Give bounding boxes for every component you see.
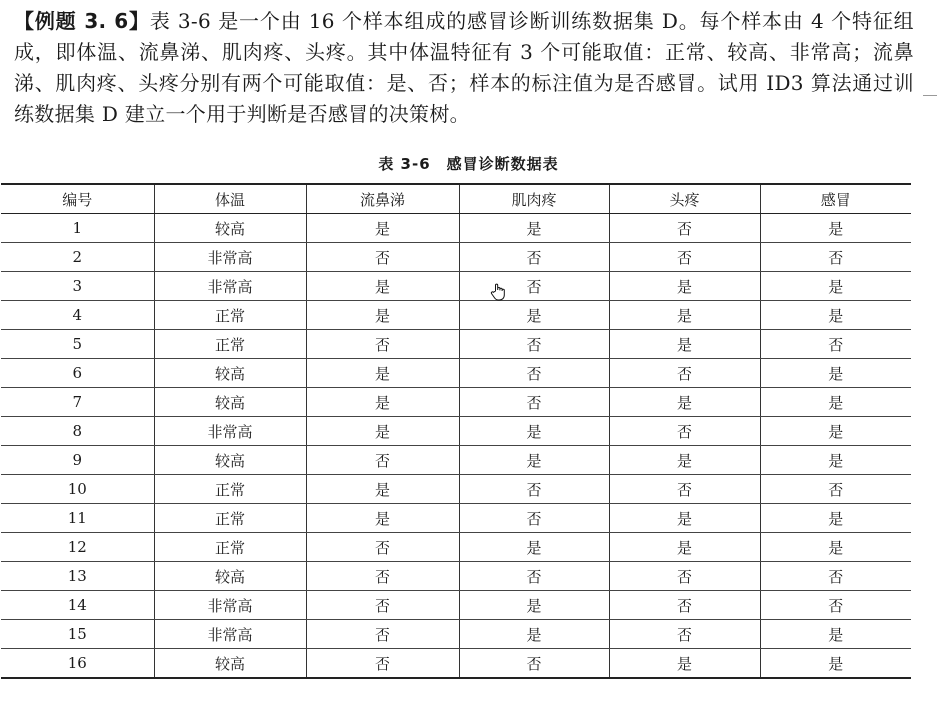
cell-temperature: 非常高: [154, 620, 306, 649]
cell-id: 8: [1, 417, 154, 446]
cell-headache: 是: [609, 330, 760, 359]
hand-pointer-icon: [490, 283, 506, 301]
cell-cold: 是: [760, 214, 911, 243]
example-label: 【例题 3. 6】: [14, 9, 150, 33]
example-paragraph: [14, 6, 914, 130]
cell-id: 2: [1, 243, 154, 272]
cell-id: 7: [1, 388, 154, 417]
table-row: [1, 243, 911, 272]
cell-cold: 是: [760, 649, 911, 679]
table-row: [1, 591, 911, 620]
cell-id: 5: [1, 330, 154, 359]
table-header-row: [1, 184, 911, 214]
cell-headache: 是: [609, 446, 760, 475]
cell-headache: 是: [609, 504, 760, 533]
page-edge-mark: [923, 95, 937, 102]
example-text: 表 3-6 是一个由 16 个样本组成的感冒诊断训练数据集 D。每个样本由 4 个特征组成，即体温、流鼻涕、肌肉疼、头疼。其中体温特征有 3 个可能取值：正常、较高、非常高；流鼻涕、肌肉疼、头疼分别有两个可能取值：是、否；样本的标注值为是否感冒。试用 ID3 算法通过训练数据集 D 建立一个用于判断是否感冒的决策树。: [14, 9, 914, 126]
header-cold: 感冒: [760, 184, 911, 214]
header-headache: 头疼: [609, 184, 760, 214]
cell-headache: 否: [609, 475, 760, 504]
cell-cold: 是: [760, 272, 911, 301]
cell-runny-nose: 是: [306, 417, 459, 446]
cell-cold: 否: [760, 475, 911, 504]
cell-headache: 否: [609, 243, 760, 272]
cell-temperature: 正常: [154, 504, 306, 533]
cell-temperature: 较高: [154, 446, 306, 475]
table-row: [1, 620, 911, 649]
cell-temperature: 正常: [154, 475, 306, 504]
cell-id: 6: [1, 359, 154, 388]
cell-runny-nose: 否: [306, 533, 459, 562]
cell-headache: 否: [609, 562, 760, 591]
cell-muscle-pain: 否: [459, 562, 609, 591]
cell-runny-nose: 否: [306, 649, 459, 679]
cell-temperature: 正常: [154, 301, 306, 330]
cell-runny-nose: 否: [306, 562, 459, 591]
table-row: [1, 533, 911, 562]
cell-muscle-pain: 否: [459, 330, 609, 359]
cell-runny-nose: 否: [306, 591, 459, 620]
table-row: [1, 446, 911, 475]
cell-runny-nose: 是: [306, 475, 459, 504]
header-temperature: 体温: [154, 184, 306, 214]
cell-id: 9: [1, 446, 154, 475]
cell-headache: 否: [609, 359, 760, 388]
cell-muscle-pain: 否: [459, 475, 609, 504]
cell-headache: 是: [609, 272, 760, 301]
table-row: [1, 417, 911, 446]
cell-muscle-pain: 是: [459, 446, 609, 475]
cell-runny-nose: 否: [306, 243, 459, 272]
cell-temperature: 非常高: [154, 272, 306, 301]
cell-headache: 是: [609, 388, 760, 417]
cell-runny-nose: 否: [306, 330, 459, 359]
table-row: [1, 330, 911, 359]
cell-headache: 是: [609, 533, 760, 562]
table-row: [1, 359, 911, 388]
cell-headache: 否: [609, 591, 760, 620]
cell-id: 3: [1, 272, 154, 301]
cell-runny-nose: 否: [306, 446, 459, 475]
cell-muscle-pain: 否: [459, 359, 609, 388]
cell-muscle-pain: 否: [459, 388, 609, 417]
table-row: [1, 504, 911, 533]
cell-cold: 是: [760, 504, 911, 533]
cell-temperature: 较高: [154, 649, 306, 679]
cell-runny-nose: 是: [306, 272, 459, 301]
header-muscle-pain: 肌肉疼: [459, 184, 609, 214]
table-row: [1, 272, 911, 301]
cell-muscle-pain: 否: [459, 504, 609, 533]
cell-temperature: 正常: [154, 533, 306, 562]
cold-diagnosis-table: [1, 183, 911, 679]
table-row: [1, 214, 911, 243]
table-row: [1, 388, 911, 417]
header-runny-nose: 流鼻涕: [306, 184, 459, 214]
cell-id: 1: [1, 214, 154, 243]
cell-muscle-pain: 是: [459, 591, 609, 620]
cell-id: 14: [1, 591, 154, 620]
cell-cold: 是: [760, 620, 911, 649]
table-row: [1, 475, 911, 504]
cell-temperature: 较高: [154, 388, 306, 417]
cell-temperature: 非常高: [154, 591, 306, 620]
cell-muscle-pain: 是: [459, 620, 609, 649]
cell-cold: 是: [760, 417, 911, 446]
cell-muscle-pain: 是: [459, 533, 609, 562]
cell-temperature: 较高: [154, 214, 306, 243]
cell-cold: 是: [760, 446, 911, 475]
cell-id: 11: [1, 504, 154, 533]
cell-cold: 是: [760, 301, 911, 330]
table-row: [1, 649, 911, 679]
table-caption: 表 3-6 感冒诊断数据表: [378, 155, 559, 173]
cell-id: 15: [1, 620, 154, 649]
cell-runny-nose: 是: [306, 388, 459, 417]
cell-runny-nose: 是: [306, 301, 459, 330]
table-row: [1, 562, 911, 591]
cell-runny-nose: 否: [306, 620, 459, 649]
cell-headache: 是: [609, 301, 760, 330]
cell-id: 16: [1, 649, 154, 679]
cell-temperature: 较高: [154, 562, 306, 591]
cell-muscle-pain: 是: [459, 417, 609, 446]
cell-headache: 否: [609, 417, 760, 446]
header-id: 编号: [1, 184, 154, 214]
cell-runny-nose: 是: [306, 504, 459, 533]
cell-id: 10: [1, 475, 154, 504]
table-row: [1, 301, 911, 330]
cell-headache: 是: [609, 649, 760, 679]
cell-muscle-pain: 是: [459, 214, 609, 243]
cell-cold: 是: [760, 388, 911, 417]
cell-muscle-pain: 是: [459, 301, 609, 330]
cell-muscle-pain: 否: [459, 272, 609, 301]
cell-cold: 否: [760, 562, 911, 591]
cell-headache: 否: [609, 620, 760, 649]
cell-id: 12: [1, 533, 154, 562]
cell-temperature: 正常: [154, 330, 306, 359]
cell-cold: 否: [760, 243, 911, 272]
cell-muscle-pain: 否: [459, 649, 609, 679]
cell-temperature: 较高: [154, 359, 306, 388]
cell-id: 4: [1, 301, 154, 330]
cell-cold: 否: [760, 330, 911, 359]
cell-id: 13: [1, 562, 154, 591]
cell-temperature: 非常高: [154, 417, 306, 446]
cell-headache: 否: [609, 214, 760, 243]
cell-cold: 是: [760, 359, 911, 388]
cell-temperature: 非常高: [154, 243, 306, 272]
cell-cold: 是: [760, 533, 911, 562]
cell-runny-nose: 是: [306, 214, 459, 243]
cell-muscle-pain: 否: [459, 243, 609, 272]
cell-cold: 否: [760, 591, 911, 620]
cell-runny-nose: 是: [306, 359, 459, 388]
